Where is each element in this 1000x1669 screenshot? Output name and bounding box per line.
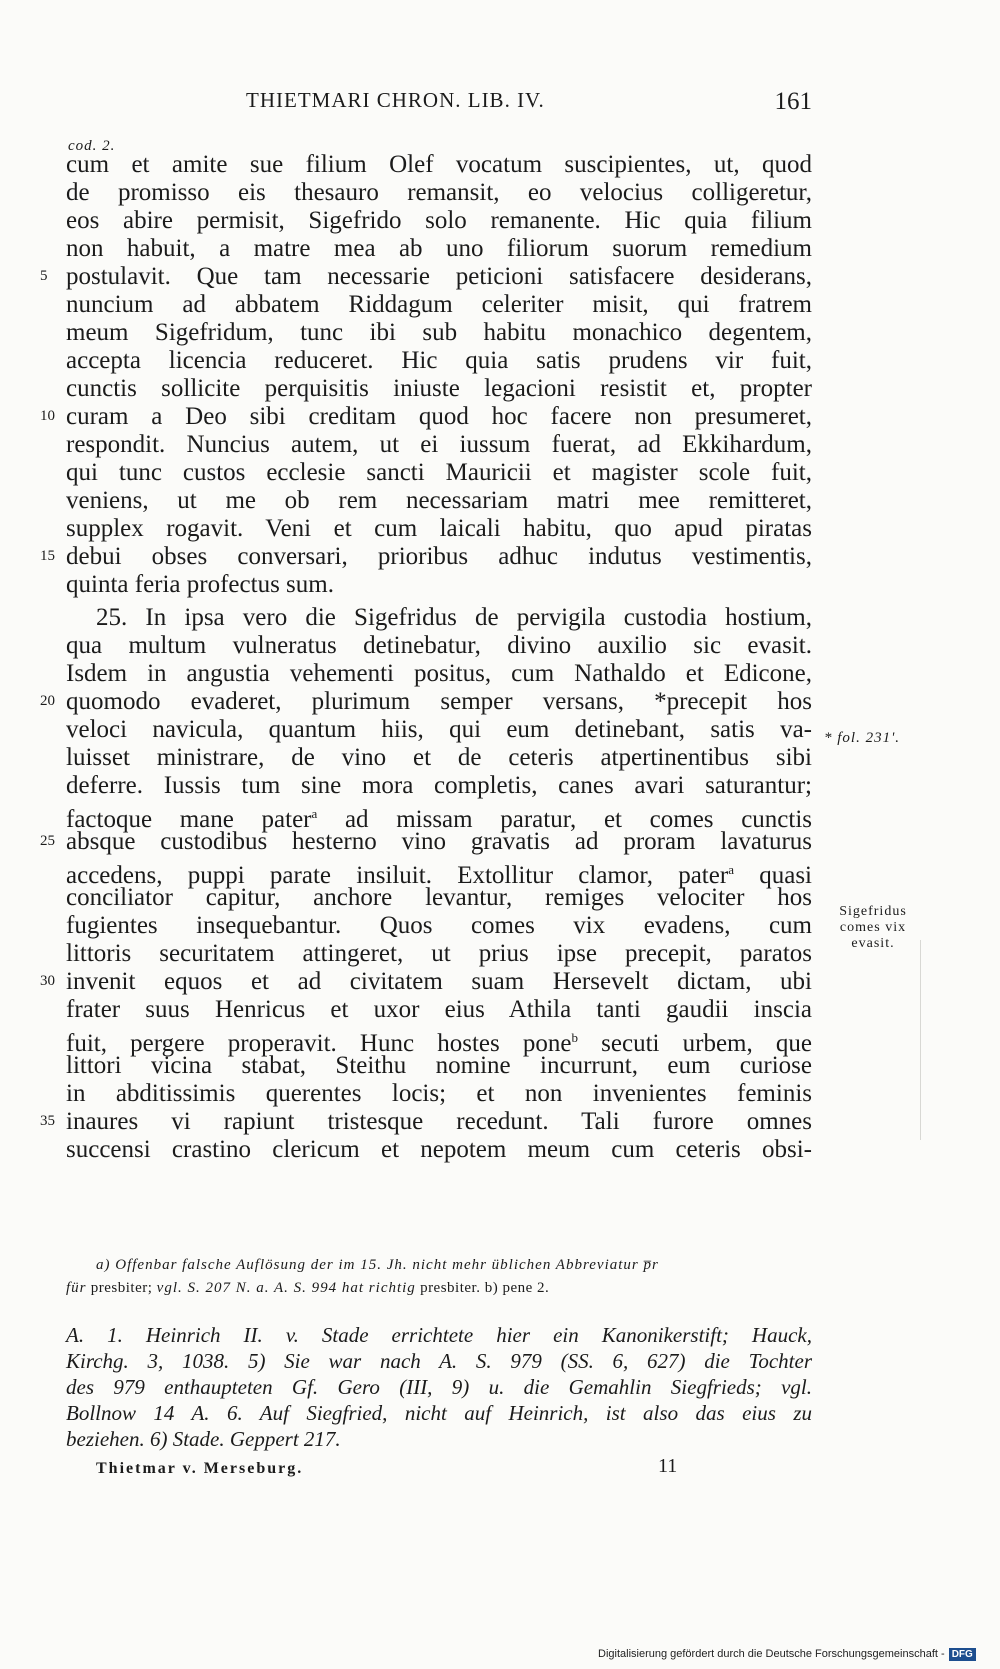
text-line: conciliator capitur, anchore levantur, remiges velociter hos bbox=[66, 884, 812, 911]
footnote-text: presbiter. b) pene 2. bbox=[415, 1280, 550, 1296]
line-number: 15 bbox=[40, 548, 55, 564]
footnote-text: für bbox=[66, 1280, 87, 1296]
text-line: qua multum vulneratus detinebatur, divino auxilio sic evasit. bbox=[66, 632, 812, 659]
footnote-a-line bbox=[66, 1278, 549, 1298]
text-line: postulavit. Que tam necessarie peticioni satisfacere desiderans, bbox=[66, 263, 812, 290]
codex-note: cod. 2. bbox=[68, 138, 116, 154]
note-line: beziehen. 6) Stade. Geppert 217. bbox=[66, 1427, 341, 1451]
text-line: succensi crastino clericum et nepotem meum cum ceteris obsi- bbox=[66, 1136, 812, 1163]
text-line: in abditissimis querentes locis; et non invenientes feminis bbox=[66, 1080, 812, 1107]
text-line: non habuit, a matre mea ab uno filiorum suorum remedium bbox=[66, 235, 812, 262]
running-title: THIETMARI CHRON. LIB. IV. bbox=[246, 88, 545, 112]
text-line bbox=[66, 1023, 813, 1057]
text-line: inaures vi rapiunt tristesque recedunt. Tali furore omnes bbox=[66, 1108, 812, 1135]
text-segment: accedens, puppi parate insiluit. Extollitur clamor, pater bbox=[66, 862, 729, 889]
text-line: frater suus Henricus et uxor eius Athila tanti gaudii inscia bbox=[66, 996, 812, 1023]
footnote-text: presbiter; bbox=[86, 1280, 157, 1296]
note-line: A. 1. Heinrich II. v. Stade errichtete hier ein Kanonikerstift; Hauck, bbox=[66, 1323, 812, 1347]
text-line: veniens, ut me ob rem necessariam matri mee remitteret, bbox=[66, 487, 812, 514]
text-line: respondit. Nuncius autem, ut ei iussum fuerat, ad Ekkihardum, bbox=[66, 431, 812, 458]
margin-topic-line: evasit. bbox=[851, 936, 895, 951]
text-line: fugientes insequebantur. Quos comes vix evadens, cum bbox=[66, 912, 812, 939]
margin-topic-line: comes vix bbox=[839, 920, 907, 935]
note-line: Kirchg. 3, 1038. 5) Sie war nach A. S. 979 (SS. 6, 627) die Tochter bbox=[66, 1349, 812, 1373]
dfg-banner bbox=[598, 1648, 976, 1661]
text-line bbox=[66, 799, 813, 833]
footnote-ref-a: a bbox=[728, 862, 734, 877]
note-line: Bollnow 14 A. 6. Auf Siegfried, nicht auf Heinrich, ist also das eius zu bbox=[66, 1401, 812, 1425]
text-line: eos abire permisit, Sigefrido solo remanente. Hic quia filium bbox=[66, 207, 812, 234]
line-number: 10 bbox=[40, 408, 55, 424]
text-segment: quasi bbox=[733, 862, 812, 889]
running-header bbox=[66, 88, 812, 122]
text-line: littori vicina stabat, Steithu nomine incurrunt, eum curiose bbox=[66, 1052, 812, 1079]
footnote-a-line bbox=[96, 1255, 659, 1275]
text-line: quinta feria profectus sum. bbox=[66, 571, 334, 598]
line-number: 30 bbox=[40, 973, 55, 989]
text-line: de promisso eis thesauro remansit, eo velocius colligeretur, bbox=[66, 179, 812, 206]
note-line: des 979 enthaupteten Gf. Gero (III, 9) u. die Gemahlin Siegfrieds; vgl. bbox=[66, 1375, 812, 1399]
text-segment: ad missam paratur, et comes cunctis bbox=[317, 806, 813, 833]
margin-topic-line: Sigefridus bbox=[839, 904, 907, 919]
text-line: supplex rogavit. Veni et cum laicali habitu, quo apud piratas bbox=[66, 515, 812, 542]
text-line: cum et amite sue filium Olef vocatum suscipientes, ut, quod bbox=[66, 151, 812, 178]
text-line bbox=[66, 855, 812, 889]
margin-rule bbox=[920, 940, 921, 1140]
text-segment: secuti urbem, que bbox=[578, 1030, 813, 1057]
line-number: 25 bbox=[40, 833, 55, 849]
text-line: absque custodibus hesterno vino gravatis ad proram lavaturus bbox=[66, 828, 812, 855]
margin-topic-note bbox=[820, 904, 926, 952]
text-segment: fuit, pergere properavit. Hunc hostes pone bbox=[66, 1030, 572, 1057]
text-line: accepta licencia reduceret. Hic quia satis prudens vir fuit, bbox=[66, 347, 812, 374]
dfg-logo: DFG bbox=[949, 1648, 976, 1661]
text-line: luisset ministrare, de vino et de ceteris atpertinentibus sibi bbox=[66, 744, 812, 771]
dfg-banner-text: Digitalisierung gefördert durch die Deutsche Forschungsgemeinschaft - bbox=[598, 1648, 945, 1660]
footnote-text: a) Offenbar falsche Auflösung der im 15. Jh. nicht mehr üblichen Abbreviatur p̅r bbox=[96, 1257, 659, 1273]
text-line: cunctis sollicite perquisitis iniuste legacioni resistit et, propter bbox=[66, 375, 812, 402]
footnote-text: vgl. S. 207 N. a. A. S. 994 hat richtig bbox=[156, 1280, 416, 1296]
signature-mark: 11 bbox=[658, 1455, 678, 1477]
line-number: 5 bbox=[40, 268, 48, 284]
line-number: 35 bbox=[40, 1113, 55, 1129]
text-line: qui tunc custos ecclesie sancti Mauricii et magister scole fuit, bbox=[66, 459, 812, 486]
page-number: 161 bbox=[774, 88, 812, 115]
text-line: nuncium ad abbatem Riddagum celeriter misit, qui fratrem bbox=[66, 291, 812, 318]
footer-source: Thietmar v. Merseburg. bbox=[96, 1460, 304, 1477]
text-line: littoris securitatem attingeret, ut prius ipse precepit, paratos bbox=[66, 940, 812, 967]
footnote-ref-a: a bbox=[311, 806, 318, 821]
text-line: meum Sigefridum, tunc ibi sub habitu monachico degentem, bbox=[66, 319, 812, 346]
margin-folio-note: * fol. 231'. bbox=[824, 730, 901, 746]
text-line: deferre. Iussis tum sine mora completis, canes avari saturantur; bbox=[66, 772, 812, 799]
text-line: quomodo evaderet, plurimum semper versans, *precepit hos bbox=[66, 688, 812, 715]
footnote-ref-b: b bbox=[571, 1030, 578, 1045]
line-number: 20 bbox=[40, 693, 55, 709]
text-line: curam a Deo sibi creditam quod hoc facere non presumeret, bbox=[66, 403, 812, 430]
text-line: invenit equos et ad civitatem suam Hersevelt dictam, ubi bbox=[66, 968, 812, 995]
text-line: veloci navicula, quantum hiis, qui eum detinebant, satis va- bbox=[66, 716, 812, 743]
text-line: 25. In ipsa vero die Sigefridus de pervigila custodia hostium, bbox=[96, 604, 812, 631]
text-line: debui obses conversari, prioribus adhuc indutus vestimentis, bbox=[66, 543, 812, 570]
text-segment: factoque mane pater bbox=[66, 806, 312, 833]
text-line: Isdem in angustia vehementi positus, cum Nathaldo et Edicone, bbox=[66, 660, 812, 687]
